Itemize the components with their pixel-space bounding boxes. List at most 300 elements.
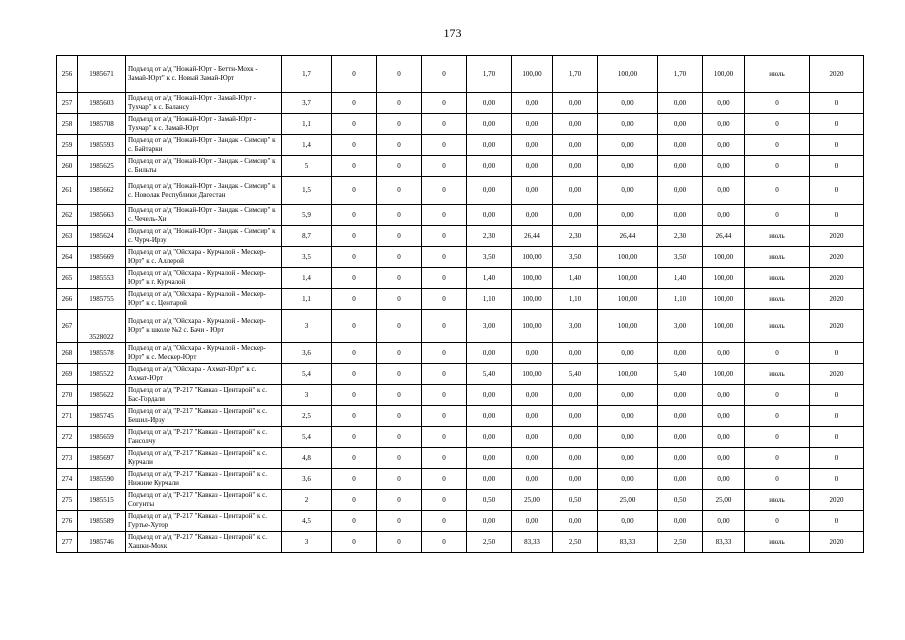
cell-percent-done-3: 100,00 <box>703 247 745 268</box>
cell-road-code: 1985522 <box>78 364 126 385</box>
cell-total-length: 3 <box>282 310 332 343</box>
cell-value-col-2: 0 <box>377 310 422 343</box>
cell-value-col-2: 0 <box>377 490 422 511</box>
cell-row-number: 259 <box>57 135 78 156</box>
cell-length-done-1: 3,00 <box>467 310 512 343</box>
cell-percent-done-1: 100,00 <box>512 247 553 268</box>
cell-value-col-3: 0 <box>422 343 467 364</box>
cell-value-col-3: 0 <box>422 268 467 289</box>
cell-completion-year: 0 <box>810 406 864 427</box>
cell-length-done-3: 0,00 <box>658 511 703 532</box>
table-row <box>57 385 864 406</box>
cell-percent-done-3: 100,00 <box>703 268 745 289</box>
cell-road-code: 1985659 <box>78 427 126 448</box>
cell-road-name: Подъезд от а/д "Ножай-Юрт - Беттн-Мохк - Замай-Юрт" к с. Новый Замай-Юрт <box>126 56 282 93</box>
cell-road-name: Подъезд от а/д "Р-217 "Кавказ - Центарой" к с. Нижние Курчали <box>126 469 282 490</box>
cell-percent-done-3: 25,00 <box>703 490 745 511</box>
cell-row-number: 273 <box>57 448 78 469</box>
cell-road-name: Подъезд от а/д "Ножай-Юрт - Зандак - Симсир" к с. Чурч-Ирзу <box>126 226 282 247</box>
cell-value-col-2: 0 <box>377 532 422 553</box>
cell-total-length: 8,7 <box>282 226 332 247</box>
cell-completion-month: 0 <box>745 385 810 406</box>
table-row <box>57 364 864 385</box>
cell-length-done-1: 3,50 <box>467 247 512 268</box>
cell-road-code: 1985663 <box>78 205 126 226</box>
cell-value-col-3: 0 <box>422 490 467 511</box>
cell-road-name: Подъезд от а/д "Ножай-Юрт - Зандак - Симсир" к с. Бильты <box>126 156 282 177</box>
cell-percent-done-2: 0,00 <box>598 427 658 448</box>
cell-row-number: 267 <box>57 310 78 343</box>
cell-completion-month: 0 <box>745 427 810 448</box>
cell-length-done-1: 0,00 <box>467 385 512 406</box>
cell-value-col-1: 0 <box>332 114 377 135</box>
cell-length-done-3: 0,00 <box>658 177 703 205</box>
cell-length-done-3: 1,70 <box>658 56 703 93</box>
cell-length-done-1: 5,40 <box>467 364 512 385</box>
cell-road-name: Подъезд от а/д "Ножай-Юрт - Замай-Юрт - Тухчар" к с. Балансу <box>126 93 282 114</box>
cell-completion-month: 0 <box>745 93 810 114</box>
cell-value-col-3: 0 <box>422 289 467 310</box>
cell-road-code: 1985603 <box>78 93 126 114</box>
cell-length-done-3: 0,00 <box>658 205 703 226</box>
cell-completion-month: 0 <box>745 205 810 226</box>
cell-percent-done-1: 83,33 <box>512 532 553 553</box>
cell-road-name: Подъезд от а/д "Ойсхара - Курчалой - Мескер-Юрт" к школе №2 с. Бачи - Юрт <box>126 310 282 343</box>
cell-value-col-3: 0 <box>422 93 467 114</box>
cell-total-length: 1,5 <box>282 177 332 205</box>
cell-row-number: 270 <box>57 385 78 406</box>
cell-completion-month: июль <box>745 310 810 343</box>
cell-percent-done-2: 0,00 <box>598 177 658 205</box>
cell-length-done-3: 0,50 <box>658 490 703 511</box>
cell-length-done-2: 0,00 <box>553 114 598 135</box>
cell-completion-year: 0 <box>810 511 864 532</box>
cell-percent-done-3: 100,00 <box>703 289 745 310</box>
cell-value-col-2: 0 <box>377 135 422 156</box>
cell-row-number: 275 <box>57 490 78 511</box>
cell-percent-done-3: 100,00 <box>703 56 745 93</box>
cell-road-code: 1985669 <box>78 247 126 268</box>
table-row <box>57 490 864 511</box>
cell-value-col-3: 0 <box>422 56 467 93</box>
cell-total-length: 3,6 <box>282 469 332 490</box>
cell-length-done-3: 0,00 <box>658 427 703 448</box>
cell-completion-year: 0 <box>810 448 864 469</box>
cell-road-code: 1985589 <box>78 511 126 532</box>
cell-percent-done-3: 0,00 <box>703 469 745 490</box>
cell-road-code: 1985746 <box>78 532 126 553</box>
cell-value-col-2: 0 <box>377 364 422 385</box>
cell-percent-done-2: 100,00 <box>598 268 658 289</box>
cell-road-name: Подъезд от а/д "Ножай-Юрт - Зандак - Симсир" к с. Чечель-Хи <box>126 205 282 226</box>
cell-row-number: 274 <box>57 469 78 490</box>
table-row <box>57 448 864 469</box>
cell-percent-done-1: 0,00 <box>512 385 553 406</box>
table-row <box>57 511 864 532</box>
cell-completion-month: июль <box>745 226 810 247</box>
cell-completion-year: 2020 <box>810 289 864 310</box>
cell-road-code: 1985590 <box>78 469 126 490</box>
cell-length-done-3: 3,50 <box>658 247 703 268</box>
cell-value-col-1: 0 <box>332 247 377 268</box>
cell-completion-month: 0 <box>745 448 810 469</box>
cell-total-length: 4,8 <box>282 448 332 469</box>
cell-percent-done-2: 0,00 <box>598 114 658 135</box>
cell-completion-month: июль <box>745 56 810 93</box>
cell-value-col-1: 0 <box>332 469 377 490</box>
cell-percent-done-1: 0,00 <box>512 177 553 205</box>
cell-length-done-2: 0,00 <box>553 343 598 364</box>
table-row <box>57 532 864 553</box>
cell-length-done-2: 3,00 <box>553 310 598 343</box>
cell-road-name: Подъезд от а/д "Ойсхара - Курчалой - Мескер-Юрт" к г. Курчалой <box>126 268 282 289</box>
cell-percent-done-3: 0,00 <box>703 511 745 532</box>
cell-value-col-2: 0 <box>377 205 422 226</box>
cell-length-done-2: 0,00 <box>553 177 598 205</box>
cell-length-done-2: 0,50 <box>553 490 598 511</box>
cell-road-code: 3528022 <box>78 310 126 343</box>
cell-percent-done-2: 0,00 <box>598 511 658 532</box>
cell-road-code: 1985625 <box>78 156 126 177</box>
cell-completion-year: 2020 <box>810 226 864 247</box>
cell-length-done-2: 2,50 <box>553 532 598 553</box>
cell-value-col-2: 0 <box>377 511 422 532</box>
cell-value-col-3: 0 <box>422 156 467 177</box>
cell-total-length: 3,5 <box>282 247 332 268</box>
table-row <box>57 469 864 490</box>
cell-value-col-3: 0 <box>422 532 467 553</box>
cell-value-col-3: 0 <box>422 135 467 156</box>
cell-percent-done-1: 100,00 <box>512 310 553 343</box>
cell-row-number: 266 <box>57 289 78 310</box>
cell-length-done-1: 0,00 <box>467 469 512 490</box>
cell-total-length: 4,5 <box>282 511 332 532</box>
cell-road-code: 1985755 <box>78 289 126 310</box>
cell-completion-year: 0 <box>810 114 864 135</box>
cell-value-col-1: 0 <box>332 268 377 289</box>
cell-value-col-3: 0 <box>422 114 467 135</box>
cell-value-col-3: 0 <box>422 177 467 205</box>
cell-length-done-1: 0,00 <box>467 135 512 156</box>
cell-length-done-2: 5,40 <box>553 364 598 385</box>
cell-row-number: 263 <box>57 226 78 247</box>
cell-road-name: Подъезд от а/д "Ойсхара - Ахмат-Юрт" к с. Ахмат-Юрт <box>126 364 282 385</box>
cell-length-done-3: 3,00 <box>658 310 703 343</box>
table-row <box>57 93 864 114</box>
cell-percent-done-3: 26,44 <box>703 226 745 247</box>
cell-value-col-1: 0 <box>332 343 377 364</box>
table-row <box>57 268 864 289</box>
cell-road-name: Подъезд от а/д "Ойсхара - Курчалой - Мескер-Юрт" к с. Мескер-Юрт <box>126 343 282 364</box>
cell-value-col-2: 0 <box>377 93 422 114</box>
cell-percent-done-1: 25,00 <box>512 490 553 511</box>
cell-length-done-2: 0,00 <box>553 406 598 427</box>
cell-value-col-1: 0 <box>332 205 377 226</box>
cell-percent-done-1: 0,00 <box>512 406 553 427</box>
cell-length-done-1: 0,00 <box>467 511 512 532</box>
cell-road-code: 1985671 <box>78 56 126 93</box>
cell-value-col-2: 0 <box>377 114 422 135</box>
cell-percent-done-3: 83,33 <box>703 532 745 553</box>
cell-length-done-2: 0,00 <box>553 469 598 490</box>
cell-value-col-1: 0 <box>332 226 377 247</box>
cell-percent-done-1: 0,00 <box>512 343 553 364</box>
cell-percent-done-2: 83,33 <box>598 532 658 553</box>
table-row <box>57 343 864 364</box>
cell-value-col-3: 0 <box>422 385 467 406</box>
cell-road-name: Подъезд от а/д "Ойсхара - Курчалой - Мескер-Юрт" к с. Аллерой <box>126 247 282 268</box>
cell-total-length: 1,4 <box>282 135 332 156</box>
cell-length-done-2: 0,00 <box>553 93 598 114</box>
cell-completion-year: 2020 <box>810 247 864 268</box>
cell-value-col-1: 0 <box>332 532 377 553</box>
cell-percent-done-3: 0,00 <box>703 205 745 226</box>
cell-completion-month: июль <box>745 289 810 310</box>
cell-completion-year: 2020 <box>810 532 864 553</box>
cell-row-number: 258 <box>57 114 78 135</box>
cell-total-length: 3 <box>282 532 332 553</box>
cell-completion-year: 2020 <box>810 364 864 385</box>
cell-percent-done-1: 0,00 <box>512 427 553 448</box>
cell-road-code: 1985578 <box>78 343 126 364</box>
cell-completion-year: 0 <box>810 343 864 364</box>
cell-total-length: 2,5 <box>282 406 332 427</box>
cell-length-done-3: 0,00 <box>658 469 703 490</box>
cell-percent-done-3: 0,00 <box>703 177 745 205</box>
cell-percent-done-1: 100,00 <box>512 268 553 289</box>
cell-length-done-3: 1,10 <box>658 289 703 310</box>
cell-value-col-3: 0 <box>422 226 467 247</box>
cell-completion-year: 2020 <box>810 490 864 511</box>
cell-value-col-2: 0 <box>377 56 422 93</box>
cell-value-col-2: 0 <box>377 385 422 406</box>
cell-percent-done-2: 0,00 <box>598 343 658 364</box>
cell-completion-year: 2020 <box>810 268 864 289</box>
cell-length-done-1: 0,00 <box>467 343 512 364</box>
cell-length-done-2: 0,00 <box>553 511 598 532</box>
cell-total-length: 1,1 <box>282 114 332 135</box>
cell-percent-done-1: 0,00 <box>512 93 553 114</box>
cell-value-col-1: 0 <box>332 385 377 406</box>
cell-value-col-2: 0 <box>377 469 422 490</box>
cell-row-number: 276 <box>57 511 78 532</box>
cell-row-number: 269 <box>57 364 78 385</box>
cell-road-code: 1985662 <box>78 177 126 205</box>
cell-completion-year: 0 <box>810 469 864 490</box>
cell-percent-done-3: 0,00 <box>703 114 745 135</box>
cell-percent-done-3: 0,00 <box>703 385 745 406</box>
cell-length-done-1: 0,00 <box>467 448 512 469</box>
cell-completion-month: 0 <box>745 406 810 427</box>
cell-percent-done-1: 0,00 <box>512 511 553 532</box>
cell-percent-done-1: 0,00 <box>512 114 553 135</box>
cell-length-done-2: 2,30 <box>553 226 598 247</box>
cell-completion-year: 0 <box>810 385 864 406</box>
cell-row-number: 262 <box>57 205 78 226</box>
cell-completion-year: 2020 <box>810 56 864 93</box>
cell-completion-month: 0 <box>745 156 810 177</box>
cell-completion-month: июль <box>745 247 810 268</box>
cell-road-name: Подъезд от а/д "Р-217 "Кавказ - Центарой" к с. Хашки-Мохк <box>126 532 282 553</box>
cell-percent-done-2: 100,00 <box>598 364 658 385</box>
cell-road-code: 1985745 <box>78 406 126 427</box>
cell-percent-done-2: 0,00 <box>598 205 658 226</box>
cell-percent-done-2: 100,00 <box>598 56 658 93</box>
cell-percent-done-3: 0,00 <box>703 343 745 364</box>
table-row <box>57 247 864 268</box>
cell-length-done-1: 0,00 <box>467 406 512 427</box>
cell-percent-done-1: 100,00 <box>512 56 553 93</box>
cell-road-name: Подъезд от а/д "Р-217 "Кавказ - Центарой" к с. Курчали <box>126 448 282 469</box>
cell-length-done-3: 5,40 <box>658 364 703 385</box>
cell-completion-month: июль <box>745 268 810 289</box>
cell-value-col-3: 0 <box>422 247 467 268</box>
cell-length-done-1: 1,40 <box>467 268 512 289</box>
cell-length-done-1: 0,00 <box>467 156 512 177</box>
cell-completion-year: 0 <box>810 93 864 114</box>
cell-value-col-3: 0 <box>422 406 467 427</box>
cell-completion-month: июль <box>745 490 810 511</box>
cell-length-done-1: 0,00 <box>467 205 512 226</box>
cell-length-done-1: 2,50 <box>467 532 512 553</box>
cell-value-col-1: 0 <box>332 56 377 93</box>
cell-percent-done-3: 100,00 <box>703 364 745 385</box>
cell-length-done-1: 0,00 <box>467 177 512 205</box>
cell-percent-done-2: 0,00 <box>598 448 658 469</box>
cell-length-done-1: 1,10 <box>467 289 512 310</box>
cell-value-col-1: 0 <box>332 364 377 385</box>
cell-value-col-2: 0 <box>377 427 422 448</box>
cell-total-length: 3 <box>282 385 332 406</box>
table-row <box>57 156 864 177</box>
cell-row-number: 277 <box>57 532 78 553</box>
cell-completion-year: 0 <box>810 177 864 205</box>
cell-percent-done-3: 0,00 <box>703 406 745 427</box>
cell-completion-year: 0 <box>810 156 864 177</box>
cell-length-done-2: 1,70 <box>553 56 598 93</box>
cell-length-done-3: 2,50 <box>658 532 703 553</box>
cell-length-done-2: 0,00 <box>553 135 598 156</box>
table-row <box>57 406 864 427</box>
cell-road-code: 1985515 <box>78 490 126 511</box>
cell-row-number: 272 <box>57 427 78 448</box>
cell-value-col-2: 0 <box>377 156 422 177</box>
cell-value-col-2: 0 <box>377 448 422 469</box>
cell-road-name: Подъезд от а/д "Р-217 "Кавказ - Центарой" к с. Гуртье-Хутор <box>126 511 282 532</box>
cell-length-done-3: 0,00 <box>658 343 703 364</box>
cell-value-col-1: 0 <box>332 310 377 343</box>
cell-length-done-2: 0,00 <box>553 385 598 406</box>
cell-length-done-3: 1,40 <box>658 268 703 289</box>
cell-value-col-1: 0 <box>332 511 377 532</box>
cell-length-done-1: 0,00 <box>467 114 512 135</box>
cell-length-done-2: 1,40 <box>553 268 598 289</box>
table-row <box>57 135 864 156</box>
cell-road-name: Подъезд от а/д "Ножай-Юрт - Зандак - Симсир" к с. Байтарки <box>126 135 282 156</box>
cell-total-length: 3,7 <box>282 93 332 114</box>
cell-percent-done-3: 0,00 <box>703 448 745 469</box>
cell-value-col-1: 0 <box>332 448 377 469</box>
cell-value-col-2: 0 <box>377 177 422 205</box>
cell-row-number: 265 <box>57 268 78 289</box>
cell-percent-done-2: 25,00 <box>598 490 658 511</box>
cell-road-name: Подъезд от а/д "Ножай-Юрт - Зандак - Симсир" к с. Новолак Республики Дагестан <box>126 177 282 205</box>
cell-value-col-3: 0 <box>422 205 467 226</box>
cell-completion-year: 0 <box>810 135 864 156</box>
cell-length-done-3: 0,00 <box>658 406 703 427</box>
cell-value-col-2: 0 <box>377 226 422 247</box>
cell-length-done-1: 1,70 <box>467 56 512 93</box>
table-row <box>57 226 864 247</box>
cell-length-done-2: 0,00 <box>553 427 598 448</box>
cell-total-length: 1,4 <box>282 268 332 289</box>
cell-completion-month: 0 <box>745 135 810 156</box>
cell-value-col-3: 0 <box>422 364 467 385</box>
cell-row-number: 256 <box>57 56 78 93</box>
table-row <box>57 289 864 310</box>
cell-length-done-3: 2,30 <box>658 226 703 247</box>
roads-table <box>56 55 864 553</box>
cell-road-name: Подъезд от а/д "Ойсхара - Курчалой - Мескер-Юрт" к с. Центарой <box>126 289 282 310</box>
cell-total-length: 5,4 <box>282 427 332 448</box>
cell-length-done-3: 0,00 <box>658 114 703 135</box>
cell-total-length: 5,9 <box>282 205 332 226</box>
cell-completion-year: 0 <box>810 205 864 226</box>
cell-total-length: 1,7 <box>282 56 332 93</box>
cell-total-length: 3,6 <box>282 343 332 364</box>
cell-row-number: 268 <box>57 343 78 364</box>
cell-row-number: 264 <box>57 247 78 268</box>
cell-length-done-1: 2,30 <box>467 226 512 247</box>
cell-length-done-3: 0,00 <box>658 135 703 156</box>
cell-percent-done-1: 26,44 <box>512 226 553 247</box>
cell-length-done-3: 0,00 <box>658 156 703 177</box>
cell-road-name: Подъезд от а/д "Р-217 "Кавказ - Центарой" к с. Согунты <box>126 490 282 511</box>
cell-length-done-2: 0,00 <box>553 156 598 177</box>
cell-length-done-3: 0,00 <box>658 385 703 406</box>
table-row <box>57 205 864 226</box>
cell-road-code: 1985708 <box>78 114 126 135</box>
cell-value-col-1: 0 <box>332 93 377 114</box>
cell-road-code: 1985593 <box>78 135 126 156</box>
cell-completion-month: 0 <box>745 469 810 490</box>
cell-road-code: 1985553 <box>78 268 126 289</box>
cell-value-col-2: 0 <box>377 268 422 289</box>
cell-completion-month: 0 <box>745 177 810 205</box>
cell-percent-done-2: 0,00 <box>598 135 658 156</box>
cell-value-col-2: 0 <box>377 343 422 364</box>
cell-length-done-2: 3,50 <box>553 247 598 268</box>
cell-percent-done-2: 100,00 <box>598 289 658 310</box>
cell-road-name: Подъезд от а/д "Ножай-Юрт - Замай-Юрт - Тухчар" к с. Замай-Юрт <box>126 114 282 135</box>
cell-percent-done-2: 0,00 <box>598 469 658 490</box>
cell-value-col-2: 0 <box>377 289 422 310</box>
cell-percent-done-1: 100,00 <box>512 364 553 385</box>
cell-value-col-1: 0 <box>332 406 377 427</box>
cell-row-number: 260 <box>57 156 78 177</box>
cell-total-length: 5 <box>282 156 332 177</box>
table-row <box>57 310 864 343</box>
cell-value-col-3: 0 <box>422 448 467 469</box>
cell-length-done-2: 0,00 <box>553 448 598 469</box>
cell-completion-month: 0 <box>745 114 810 135</box>
cell-percent-done-1: 0,00 <box>512 448 553 469</box>
cell-length-done-1: 0,50 <box>467 490 512 511</box>
cell-completion-month: 0 <box>745 511 810 532</box>
cell-total-length: 2 <box>282 490 332 511</box>
cell-percent-done-1: 100,00 <box>512 289 553 310</box>
cell-percent-done-3: 0,00 <box>703 93 745 114</box>
